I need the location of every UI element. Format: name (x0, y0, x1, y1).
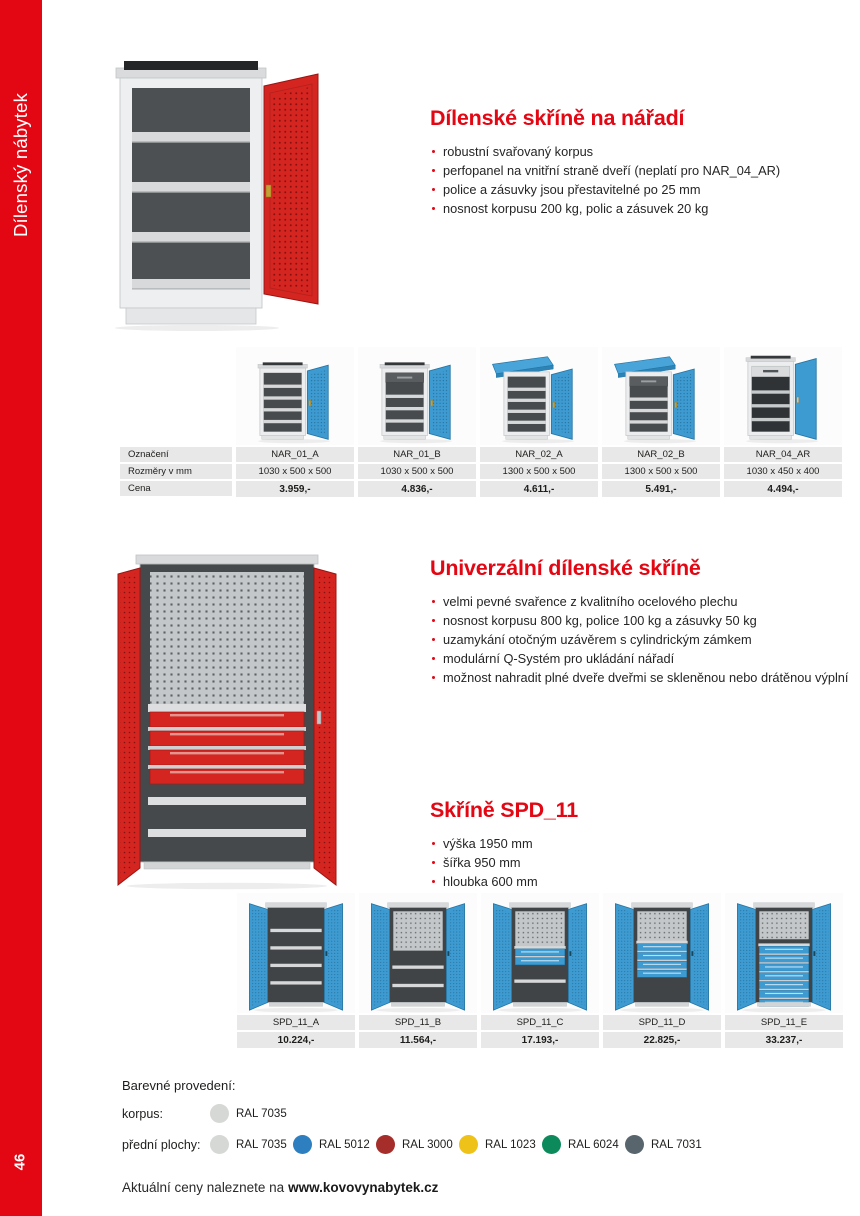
product-dimensions: 1030 x 450 x 400 (724, 464, 842, 479)
swatch-ral-7035 (210, 1135, 229, 1154)
swatch-item (625, 1135, 708, 1154)
product-image-SPD_11_A (237, 893, 355, 1013)
sidebar-title: Dílenský nábytek (10, 92, 31, 238)
product-price: 4.494,- (724, 481, 842, 497)
page-number: 46 (11, 1153, 29, 1171)
swatch-label: RAL 1023 (485, 1138, 536, 1151)
swatch-label: RAL 7035 (236, 1107, 287, 1120)
swatch-ral-1023 (459, 1135, 478, 1154)
section-title-universal: Univerzální dílenské skříně (430, 556, 701, 580)
product-name: SPD_11_D (603, 1015, 721, 1030)
swatch-label: RAL 3000 (402, 1138, 453, 1151)
feature-list-nar (430, 142, 855, 218)
color-options-section (122, 1078, 708, 1154)
swatch-item (210, 1135, 293, 1154)
product-name: NAR_01_A (236, 447, 354, 462)
product-image-SPD_11_D (603, 893, 721, 1013)
product-image-NAR_01_A (236, 347, 354, 445)
product-name: NAR_04_AR (724, 447, 842, 462)
feature-list-spd11 (430, 834, 855, 891)
color-rows (122, 1104, 708, 1154)
product-image-NAR_02_A (480, 347, 598, 445)
swatch-item (459, 1135, 542, 1154)
feature-item: uzamykání otočným uzávěrem s cylindrickým zámkem (430, 630, 855, 649)
footer-note (122, 1180, 438, 1195)
row-label-rozmery: Rozměry v mm (120, 464, 232, 479)
section-nar (430, 106, 855, 218)
feature-item: robustní svařovaný korpus (430, 142, 855, 161)
spd-table (237, 893, 843, 1048)
color-row-predni-plochy (122, 1135, 708, 1154)
product-name: SPD_11_E (725, 1015, 843, 1030)
product-price: 33.237,- (725, 1032, 843, 1048)
swatch-ral-5012 (293, 1135, 312, 1154)
feature-item: hloubka 600 mm (430, 872, 855, 891)
swatch-item (376, 1135, 459, 1154)
row-label-cena: Cena (120, 481, 232, 496)
color-options-title: Barevné provedení: (122, 1078, 236, 1093)
color-row-label: korpus: (122, 1106, 163, 1121)
product-price: 22.825,- (603, 1032, 721, 1048)
feature-item: možnost nahradit plné dveře dveřmi se skleněnou nebo drátěnou výplní (430, 668, 855, 687)
swatch-item (542, 1135, 625, 1154)
swatch-ral-6024 (542, 1135, 561, 1154)
hero-image-spd-cabinet (112, 545, 342, 890)
feature-item: modulární Q-Systém pro ukládání nářadí (430, 649, 855, 668)
product-name: SPD_11_A (237, 1015, 355, 1030)
swatch-label: RAL 7031 (651, 1138, 702, 1151)
color-row-korpus (122, 1104, 708, 1123)
product-image-SPD_11_E (725, 893, 843, 1013)
product-dimensions: 1300 x 500 x 500 (480, 464, 598, 479)
color-row-label: přední plochy: (122, 1137, 201, 1152)
feature-item: police a zásuvky jsou přestavitelné po 25 mm (430, 180, 855, 199)
feature-item: perfopanel na vnitřní straně dveří (neplatí pro NAR_04_AR) (430, 161, 855, 180)
swatch-ral-7031 (625, 1135, 644, 1154)
feature-item: velmi pevné svařence z kvalitního ocelového plechu (430, 592, 855, 611)
feature-item: nosnost korpusu 800 kg, police 100 kg a zásuvky 50 kg (430, 611, 855, 630)
product-price: 4.611,- (480, 481, 598, 497)
swatch-label: RAL 5012 (319, 1138, 370, 1151)
footer-link[interactable]: www.kovovynabytek.cz (288, 1180, 439, 1195)
product-image-NAR_04_AR (724, 347, 842, 445)
table-corner-blank (120, 347, 232, 445)
product-name: NAR_01_B (358, 447, 476, 462)
product-price: 10.224,- (237, 1032, 355, 1048)
feature-item: šířka 950 mm (430, 853, 855, 872)
product-price: 11.564,- (359, 1032, 477, 1048)
product-name: NAR_02_B (602, 447, 720, 462)
product-image-NAR_01_B (358, 347, 476, 445)
swatch-item (293, 1135, 376, 1154)
product-dimensions: 1300 x 500 x 500 (602, 464, 720, 479)
feature-list-universal (430, 592, 855, 687)
product-price: 5.491,- (602, 481, 720, 497)
product-dimensions: 1030 x 500 x 500 (358, 464, 476, 479)
swatch-item (210, 1104, 293, 1123)
product-name: SPD_11_B (359, 1015, 477, 1030)
swatch-label: RAL 7035 (236, 1138, 287, 1151)
product-name: NAR_02_A (480, 447, 598, 462)
product-image-SPD_11_C (481, 893, 599, 1013)
nar-table (120, 347, 842, 497)
row-label-oznaceni: Označení (120, 447, 232, 462)
swatch-ral-7035 (210, 1104, 229, 1123)
section-title-nar: Dílenské skříně na nářadí (430, 106, 685, 130)
hero-image-nar-cabinet (112, 52, 322, 332)
product-image-NAR_02_B (602, 347, 720, 445)
feature-item: výška 1950 mm (430, 834, 855, 853)
product-dimensions: 1030 x 500 x 500 (236, 464, 354, 479)
swatch-ral-3000 (376, 1135, 395, 1154)
footer-text: Aktuální ceny naleznete na (122, 1180, 285, 1195)
product-price: 17.193,- (481, 1032, 599, 1048)
section-universal (430, 556, 855, 687)
feature-item: nosnost korpusu 200 kg, polic a zásuvek 20 kg (430, 199, 855, 218)
product-name: SPD_11_C (481, 1015, 599, 1030)
section-spd11 (430, 798, 855, 891)
sidebar (0, 0, 42, 1216)
product-price: 4.836,- (358, 481, 476, 497)
product-price: 3.959,- (236, 481, 354, 497)
product-image-SPD_11_B (359, 893, 477, 1013)
swatch-label: RAL 6024 (568, 1138, 619, 1151)
section-title-spd11: Skříně SPD_11 (430, 798, 578, 822)
